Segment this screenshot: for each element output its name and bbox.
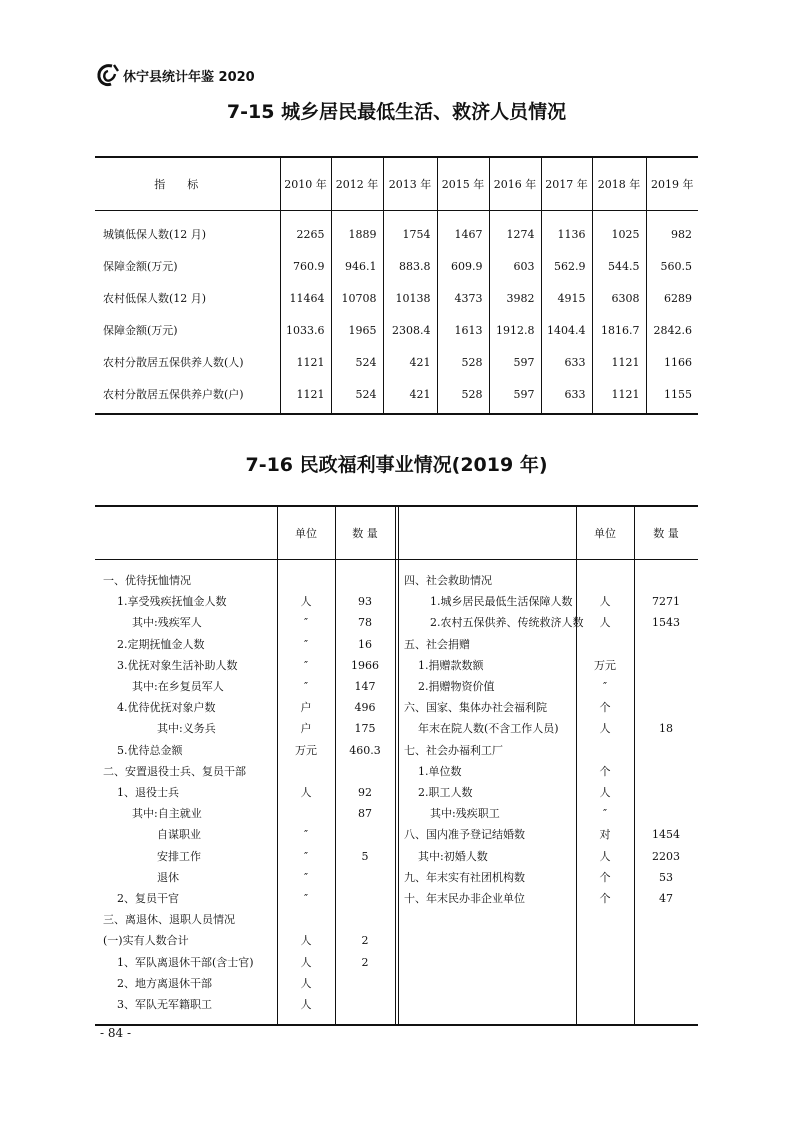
row-value: 460.3 xyxy=(349,743,381,757)
list-item xyxy=(95,824,698,845)
row-value: 87 xyxy=(358,807,372,821)
row-label: 2.职工人数 xyxy=(418,786,473,799)
row-value: 93 xyxy=(358,595,372,609)
row-label: 2.农村五保供养、传统救济人数 xyxy=(430,616,584,630)
row-label: 其中:残疾军人 xyxy=(132,616,202,630)
row-label: 其中:初婚人数 xyxy=(418,849,488,863)
qty-header-left: 数 量 xyxy=(352,527,378,540)
row-label: 保障金额(万元) xyxy=(103,260,178,273)
cell-value: 10138 xyxy=(383,282,437,314)
row-label: 1.捐赠款数额 xyxy=(418,658,484,672)
year-header: 2013 年 xyxy=(383,157,437,211)
row-value: 1966 xyxy=(351,658,379,672)
row-label: 自谋职业 xyxy=(157,828,201,842)
indicator-header: 指标 xyxy=(95,157,280,211)
cell-value: 6308 xyxy=(592,282,646,314)
row-label: 1.单位数 xyxy=(418,764,462,778)
row-value: 18 xyxy=(659,722,673,736)
yearbook-logo-icon xyxy=(95,62,121,88)
cell-value: 4373 xyxy=(437,282,489,314)
row-unit: 万元 xyxy=(295,743,317,757)
row-unit: 人 xyxy=(300,934,312,948)
list-item xyxy=(95,570,698,591)
cell-value: 528 xyxy=(437,346,489,378)
row-label: 五、社会捐赠 xyxy=(404,637,470,651)
row-unit: 个 xyxy=(599,701,611,715)
row-label: 其中:在乡复员军人 xyxy=(132,680,224,693)
row-value: 1454 xyxy=(652,828,680,842)
row-label: 一、优待抚恤情况 xyxy=(103,574,191,587)
unit-header-left: 单位 xyxy=(295,527,317,540)
row-value: 7271 xyxy=(652,595,680,609)
row-label: 三、离退休、退职人员情况 xyxy=(103,913,235,927)
cell-value: 1274 xyxy=(489,211,541,251)
row-unit: 个 xyxy=(599,892,611,905)
header-divider xyxy=(95,559,698,560)
cell-value: 562.9 xyxy=(541,250,592,282)
row-label: 四、社会救助情况 xyxy=(404,574,492,587)
list-item xyxy=(95,591,698,612)
table2-title: 7-16 民政福利事业情况(2019 年) xyxy=(245,454,548,476)
row-unit: ″ xyxy=(303,658,309,672)
row-label: 退休 xyxy=(157,870,179,884)
row-label: 六、国家、集体办社会福利院 xyxy=(404,701,547,715)
cell-value: 1136 xyxy=(541,211,592,251)
cell-value: 524 xyxy=(331,378,383,414)
row-unit: 户 xyxy=(300,701,312,715)
row-label: 十、年末民办非企业单位 xyxy=(404,892,525,905)
year-header: 2015 年 xyxy=(437,157,489,211)
row-unit: 人 xyxy=(300,976,312,990)
list-item xyxy=(95,909,698,930)
table1-title: 7-15 城乡居民最低生活、救济人员情况 xyxy=(226,101,567,123)
row-unit: 人 xyxy=(599,595,611,609)
cell-value: 3982 xyxy=(489,282,541,314)
row-label: 八、国内准予登记结婚数 xyxy=(404,828,525,842)
row-label: 3、军队无军籍职工 xyxy=(117,998,212,1011)
table-7-15 xyxy=(95,156,698,415)
row-label: 保障金额(万元) xyxy=(103,324,178,337)
row-unit: ″ xyxy=(303,849,309,863)
row-label: 安排工作 xyxy=(157,849,201,863)
cell-value: 11464 xyxy=(280,282,331,314)
row-unit: ″ xyxy=(303,680,309,693)
yearbook-title: 休宁县统计年鉴 2020 xyxy=(123,70,255,85)
row-label: 其中:残疾职工 xyxy=(430,807,500,821)
row-unit: 人 xyxy=(599,786,611,799)
cell-value: 528 xyxy=(437,378,489,414)
row-value: 496 xyxy=(354,701,376,715)
row-value: 53 xyxy=(659,870,673,884)
row-label: 2.捐赠物资价值 xyxy=(418,680,495,693)
cell-value: 597 xyxy=(489,346,541,378)
row-unit: 户 xyxy=(300,722,312,736)
row-label: 1、退役士兵 xyxy=(117,786,179,799)
cell-value: 1121 xyxy=(592,378,646,414)
list-item xyxy=(95,888,698,909)
row-unit: ″ xyxy=(303,616,309,630)
list-item xyxy=(95,761,698,782)
year-header: 2012 年 xyxy=(331,157,383,211)
row-label: 2、复员干官 xyxy=(117,892,179,905)
table-row xyxy=(95,346,698,378)
row-value: 5 xyxy=(361,849,369,863)
row-unit: 人 xyxy=(599,722,611,736)
cell-value: 1166 xyxy=(646,346,698,378)
cell-value: 421 xyxy=(383,378,437,414)
row-unit: ″ xyxy=(602,807,608,821)
list-item xyxy=(95,867,698,888)
cell-value: 560.5 xyxy=(646,250,698,282)
year-header: 2017 年 xyxy=(541,157,592,211)
cell-value: 633 xyxy=(541,378,592,414)
table-7-16 xyxy=(95,505,698,1026)
list-item xyxy=(95,846,698,867)
page-number: - 84 - xyxy=(100,1026,132,1040)
unit-header-right: 单位 xyxy=(594,527,616,540)
row-label: 4.优待优抚对象户数 xyxy=(117,701,216,715)
row-unit: ″ xyxy=(303,637,309,651)
cell-value: 982 xyxy=(646,211,698,251)
list-item xyxy=(95,952,698,973)
cell-value: 1467 xyxy=(437,211,489,251)
list-item xyxy=(95,782,698,803)
row-label: 1.城乡居民最低生活保障人数 xyxy=(430,595,573,609)
cell-value: 1121 xyxy=(592,346,646,378)
cell-value: 1155 xyxy=(646,378,698,414)
cell-value: 2265 xyxy=(280,211,331,251)
row-unit: 万元 xyxy=(594,658,616,672)
list-item xyxy=(95,655,698,676)
cell-value: 1121 xyxy=(280,346,331,378)
row-label: 九、年末实有社团机构数 xyxy=(404,870,525,884)
list-item xyxy=(95,994,698,1015)
cell-value: 2842.6 xyxy=(646,314,698,346)
row-label: 七、社会办福利工厂 xyxy=(404,743,503,757)
table-row xyxy=(95,314,698,346)
cell-value: 1025 xyxy=(592,211,646,251)
list-item xyxy=(95,612,698,633)
table-row xyxy=(95,282,698,314)
list-item xyxy=(95,930,698,951)
cell-value: 524 xyxy=(331,346,383,378)
cell-value: 1816.7 xyxy=(592,314,646,346)
row-label: 二、安置退役士兵、复员干部 xyxy=(103,764,246,778)
row-label: 其中:自主就业 xyxy=(132,807,202,821)
cell-value: 603 xyxy=(489,250,541,282)
table-row xyxy=(95,250,698,282)
table-row xyxy=(95,378,698,414)
row-unit: 个 xyxy=(599,870,611,884)
cell-value: 421 xyxy=(383,346,437,378)
row-value: 92 xyxy=(358,786,372,799)
row-label: 5.优待总金额 xyxy=(117,743,183,757)
year-header: 2018 年 xyxy=(592,157,646,211)
list-item xyxy=(95,803,698,824)
row-label: (一)实有人数合计 xyxy=(103,934,189,948)
cell-value: 6289 xyxy=(646,282,698,314)
cell-value: 544.5 xyxy=(592,250,646,282)
cell-value: 1889 xyxy=(331,211,383,251)
cell-value: 1965 xyxy=(331,314,383,346)
row-value: 1543 xyxy=(652,616,680,630)
row-value: 2 xyxy=(361,955,369,969)
list-item xyxy=(95,973,698,994)
row-unit: 人 xyxy=(599,616,611,630)
row-label: 年末在院人数(不含工作人员) xyxy=(418,722,559,736)
row-value: 2203 xyxy=(652,849,680,863)
list-item xyxy=(95,697,698,718)
row-label: 城镇低保人数(12 月) xyxy=(103,228,207,241)
row-unit: ″ xyxy=(602,680,608,693)
cell-value: 1121 xyxy=(280,378,331,414)
row-value: 175 xyxy=(354,722,376,736)
cell-value: 1754 xyxy=(383,211,437,251)
row-unit: 人 xyxy=(599,849,611,863)
row-value: 2 xyxy=(361,934,369,948)
cell-value: 946.1 xyxy=(331,250,383,282)
row-unit: 人 xyxy=(300,786,312,799)
cell-value: 597 xyxy=(489,378,541,414)
cell-value: 10708 xyxy=(331,282,383,314)
list-item xyxy=(95,718,698,739)
row-label: 其中:义务兵 xyxy=(157,722,216,736)
year-header: 2010 年 xyxy=(280,157,331,211)
row-label: 1.享受残疾抚恤金人数 xyxy=(117,595,227,609)
row-value: 16 xyxy=(358,637,372,651)
row-unit: ″ xyxy=(303,892,309,905)
row-unit: ″ xyxy=(303,828,309,842)
year-header: 2016 年 xyxy=(489,157,541,211)
row-unit: 人 xyxy=(300,595,312,609)
row-value: 47 xyxy=(659,892,673,905)
row-unit: 人 xyxy=(300,955,312,969)
row-label: 农村分散居五保供养户数(户) xyxy=(95,378,280,414)
row-label: 3.优抚对象生活补助人数 xyxy=(117,658,238,672)
list-item xyxy=(95,676,698,697)
row-label: 2、地方离退休干部 xyxy=(117,976,212,990)
row-label: 农村分散居五保供养人数(人) xyxy=(103,356,244,369)
row-unit: 个 xyxy=(599,764,611,778)
year-header: 2019 年 xyxy=(646,157,698,211)
row-value: 78 xyxy=(358,616,372,630)
cell-value: 4915 xyxy=(541,282,592,314)
row-unit: ″ xyxy=(303,870,309,884)
row-unit: 对 xyxy=(599,828,611,842)
cell-value: 883.8 xyxy=(383,250,437,282)
cell-value: 760.9 xyxy=(280,250,331,282)
cell-value: 1912.8 xyxy=(489,314,541,346)
row-label: 农村低保人数(12 月) xyxy=(103,292,207,305)
cell-value: 633 xyxy=(541,346,592,378)
list-item xyxy=(95,740,698,761)
cell-value: 1404.4 xyxy=(541,314,592,346)
list-item xyxy=(95,634,698,655)
qty-header-right: 数 量 xyxy=(653,527,679,540)
table-row xyxy=(95,211,698,251)
row-unit: 人 xyxy=(300,998,312,1011)
cell-value: 1033.6 xyxy=(280,314,331,346)
row-value: 147 xyxy=(354,680,376,693)
row-label: 1、军队离退休干部(含士官) xyxy=(117,955,254,969)
cell-value: 609.9 xyxy=(437,250,489,282)
cell-value: 2308.4 xyxy=(383,314,437,346)
cell-value: 1613 xyxy=(437,314,489,346)
row-label: 2.定期抚恤金人数 xyxy=(117,637,205,651)
